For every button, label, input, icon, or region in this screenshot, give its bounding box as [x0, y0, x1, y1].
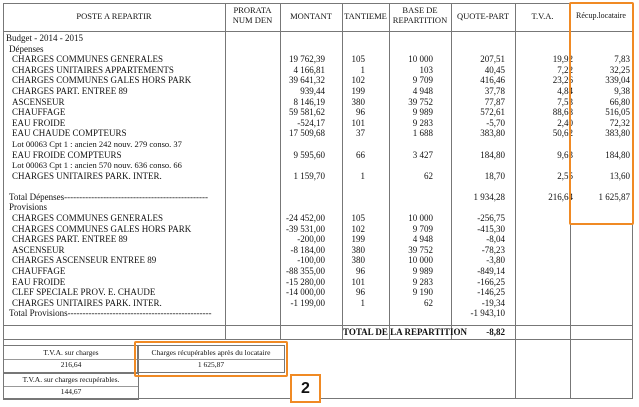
table-row	[3, 255, 633, 266]
table-row	[3, 213, 633, 224]
row-quote-part: 40,45	[484, 64, 505, 75]
row-tantieme: 199	[351, 86, 365, 96]
tva-recup-value: 144,67	[4, 386, 138, 396]
row-label: CLEF SPECIALE PROV. E. CHAUDE	[12, 287, 156, 298]
total-depenses-row	[3, 192, 633, 203]
row-base: 39 752	[408, 96, 433, 107]
budget-title-row	[3, 33, 633, 44]
row-montant: 19 762,39	[289, 54, 325, 65]
row-label: CHARGES COMMUNES GALES HORS PARK	[12, 223, 192, 234]
row-montant: -524,17	[297, 117, 325, 128]
row-montant: 39 641,32	[289, 75, 325, 86]
table-row	[3, 139, 633, 150]
row-tantieme: 102	[351, 223, 365, 234]
row-label: CHARGES COMMUNES GENERALES	[12, 54, 164, 65]
row-quote-part: 184,80	[480, 149, 505, 160]
recup-value: 1 625,87	[138, 359, 284, 369]
row-tantieme: 101	[351, 117, 365, 128]
row-label: EAU FROIDE COMPTEURS	[12, 149, 122, 160]
row-recup: 516,05	[605, 107, 630, 118]
row-montant: -14 000,00	[286, 287, 325, 298]
table-row	[3, 97, 633, 108]
table-row	[3, 75, 633, 86]
row-tantieme: 1	[360, 64, 365, 75]
row-montant: 17 509,68	[289, 128, 325, 139]
row-quote-part: -256,75	[477, 213, 505, 223]
row-tva: 2,55	[557, 170, 573, 181]
tva-charges-label: T.V.A. sur charges	[43, 348, 99, 357]
row-tva: 23,26	[552, 75, 573, 86]
total-provisions-qp: -1 943,10	[470, 308, 505, 319]
row-recup: 9,38	[614, 86, 630, 96]
row-base: 9 190	[412, 287, 433, 298]
row-label: CHARGES COMMUNES GENERALES	[12, 213, 164, 223]
row-tva: 19,92	[552, 54, 573, 65]
row-base: 3 427	[412, 149, 433, 160]
row-label: ASCENSEUR	[12, 96, 65, 107]
row-montant: 8 146,19	[293, 96, 325, 107]
row-tantieme: 96	[356, 287, 365, 298]
row-tantieme: 380	[351, 96, 365, 107]
row-tantieme: 105	[351, 213, 365, 223]
rule	[3, 339, 633, 340]
row-tva: 9,63	[557, 149, 573, 160]
row-montant: 59 581,62	[289, 107, 325, 118]
total-repartition-label: TOTAL DE LA REPARTITION	[343, 327, 467, 337]
row-label: CHAUFFAGE	[12, 266, 66, 276]
table-row	[3, 171, 633, 182]
row-label: EAU CHAUDE COMPTEURS	[12, 128, 127, 139]
tva-recup-label: T.V.A. sur charges recupérables.	[22, 375, 120, 384]
table-row	[3, 128, 633, 139]
row-label: Lot 00063 Cpt 1 : ancien 242 nouv. 279 conso. 37	[12, 139, 182, 149]
table-row	[3, 150, 633, 161]
row-quote-part: -5,70	[486, 117, 505, 128]
row-quote-part: 383,80	[480, 128, 505, 139]
row-label: CHARGES ASCENSEUR ENTREE 89	[12, 255, 157, 266]
row-tantieme: 101	[351, 276, 365, 287]
table-row	[3, 86, 633, 97]
row-label: CHARGES UNITAIRES APPARTEMENTS	[12, 64, 174, 75]
row-tva: 88,68	[552, 107, 573, 118]
row-quote-part: -78,23	[481, 244, 505, 255]
row-tantieme: 380	[351, 244, 365, 255]
row-recup: 13,60	[609, 170, 630, 181]
row-base: 9 283	[412, 276, 433, 287]
row-recup: 32,25	[609, 64, 630, 75]
row-montant: -200,00	[297, 234, 325, 245]
table-row	[3, 245, 633, 256]
row-base: 1 688	[412, 128, 433, 139]
table-row	[3, 118, 633, 129]
table-row	[3, 160, 633, 171]
row-recup: 66,80	[609, 96, 630, 107]
row-montant: 4 166,81	[293, 64, 325, 75]
table-row	[3, 54, 633, 65]
row-montant: -24 452,00	[286, 213, 325, 223]
row-recup: 184,80	[605, 149, 630, 160]
row-tantieme: 1	[360, 297, 365, 308]
row-tva: 2,40	[557, 117, 573, 128]
header-base: BASE DE REPARTITION	[392, 5, 448, 25]
row-base: 9 709	[412, 75, 433, 86]
row-label: Lot 00063 Cpt 1 : ancien 570 nouv. 636 conso. 66	[12, 160, 182, 171]
rule	[3, 325, 633, 326]
row-tantieme: 105	[351, 54, 365, 65]
rule	[3, 31, 633, 32]
row-base: 9 709	[412, 223, 433, 234]
step-badge: 2	[290, 374, 321, 403]
tva-charges-value: 216,64	[4, 359, 138, 369]
header-poste: POSTE A REPARTIR	[76, 11, 152, 21]
total-depenses-label: Total Dépenses------------------------------------------------	[9, 191, 208, 202]
provisions-title-row	[3, 202, 633, 213]
row-tantieme: 66	[356, 149, 365, 160]
row-tva: 4,84	[557, 86, 573, 96]
rule	[3, 3, 633, 4]
row-label: CHARGES PART. ENTREE 89	[12, 234, 128, 245]
recup-column-highlight	[569, 2, 634, 225]
row-quote-part: 77,87	[484, 96, 505, 107]
row-label: CHARGES COMMUNES GALES HORS PARK	[12, 75, 192, 86]
table-row	[3, 65, 633, 76]
row-base: 4 948	[412, 86, 433, 96]
row-base: 9 989	[412, 107, 433, 118]
recup-box-highlight	[134, 341, 288, 377]
row-quote-part: -849,14	[477, 266, 505, 276]
row-tantieme: 380	[351, 255, 365, 266]
row-montant: -15 280,00	[286, 276, 325, 287]
tva-recup-box	[3, 373, 139, 400]
table-row	[3, 266, 633, 277]
row-tva: 7,53	[557, 96, 573, 107]
total-provisions-label: Total Provisions------------------------------------------------	[9, 308, 212, 319]
budget-title: Budget - 2014 - 2015	[6, 33, 83, 43]
row-base: 39 752	[408, 244, 433, 255]
tva-charges-box	[3, 345, 139, 373]
table-row	[3, 224, 633, 235]
table-row	[3, 287, 633, 298]
row-label: ASCENSEUR	[12, 244, 65, 255]
row-montant: -100,00	[297, 255, 325, 266]
row-montant: -39 531,00	[286, 223, 325, 234]
row-tantieme: 1	[360, 170, 365, 181]
row-base: 103	[419, 64, 433, 75]
row-quote-part: -166,25	[477, 276, 505, 287]
row-recup: 72,32	[609, 117, 630, 128]
header-recup: Récup.locataire	[576, 11, 626, 20]
row-tantieme: 96	[356, 266, 365, 276]
row-montant: -88 355,00	[286, 266, 325, 276]
row-label: CHARGES UNITAIRES PARK. INTER.	[12, 297, 162, 308]
table-row	[3, 277, 633, 288]
row-tantieme: 96	[356, 107, 365, 118]
row-label: EAU FROIDE	[12, 276, 66, 287]
row-quote-part: -19,34	[481, 297, 505, 308]
row-label: EAU FROIDE	[12, 117, 66, 128]
row-recup: 339,04	[605, 75, 630, 86]
row-montant: -8 184,00	[290, 244, 325, 255]
row-tantieme: 102	[351, 75, 365, 86]
row-base: 62	[424, 297, 433, 308]
total-depenses-recup: 1 625,87	[598, 191, 630, 202]
row-base: 62	[424, 170, 433, 181]
recup-label: Charges récupérables après du locataire	[151, 348, 271, 357]
row-quote-part: 416,46	[480, 75, 505, 86]
row-base: 10 000	[408, 255, 433, 266]
header-tantieme: TANTIEME	[344, 11, 387, 21]
total-depenses-qp: 1 934,28	[473, 191, 505, 202]
row-quote-part: -8,04	[486, 234, 505, 245]
row-base: 10 000	[408, 213, 433, 223]
row-montant: 1 159,70	[293, 170, 325, 181]
header-tva: T.V.A.	[531, 11, 554, 21]
row-base: 9 283	[412, 117, 433, 128]
row-recup: 383,80	[605, 128, 630, 139]
table-row	[3, 298, 633, 309]
row-montant: 9 595,60	[293, 149, 325, 160]
row-tantieme: 37	[356, 128, 365, 139]
row-label: CHARGES PART. ENTREE 89	[12, 86, 128, 96]
row-base: 10 000	[408, 54, 433, 65]
row-montant: 939,44	[300, 86, 325, 96]
header-quote-part: QUOTE-PART	[456, 11, 510, 21]
provisions-title: Provisions	[9, 202, 48, 213]
budget-sheet	[3, 3, 633, 403]
row-quote-part: 18,70	[484, 170, 505, 181]
row-tva: 50,62	[552, 128, 573, 139]
row-base: 9 989	[412, 266, 433, 276]
row-label: CHARGES UNITAIRES PARK. INTER.	[12, 170, 162, 181]
row-recup: 7,83	[614, 54, 630, 65]
row-quote-part: -146,25	[477, 287, 505, 298]
depenses-title: Dépenses	[9, 43, 44, 54]
row-quote-part: 37,78	[484, 86, 505, 96]
depenses-title-row	[3, 44, 633, 55]
total-depenses-tva: 216,64	[548, 191, 573, 202]
total-repartition-row	[3, 327, 633, 338]
row-quote-part: 572,61	[480, 107, 505, 118]
row-quote-part: -415,30	[477, 223, 505, 234]
row-tantieme: 199	[351, 234, 365, 245]
row-quote-part: 207,51	[480, 54, 505, 65]
header-prorata: PRORATA NUM DEN	[232, 5, 273, 25]
row-label: CHAUFFAGE	[12, 107, 66, 118]
table-row	[3, 234, 633, 245]
row-quote-part: -3,80	[486, 255, 505, 266]
total-repartition-value: -8,82	[486, 327, 505, 337]
row-base: 4 948	[412, 234, 433, 245]
header-montant: MONTANT	[290, 11, 332, 21]
total-provisions-row	[3, 308, 633, 319]
table-row	[3, 107, 633, 118]
row-tva: 7,22	[557, 64, 573, 75]
row-montant: -1 199,00	[290, 297, 325, 308]
